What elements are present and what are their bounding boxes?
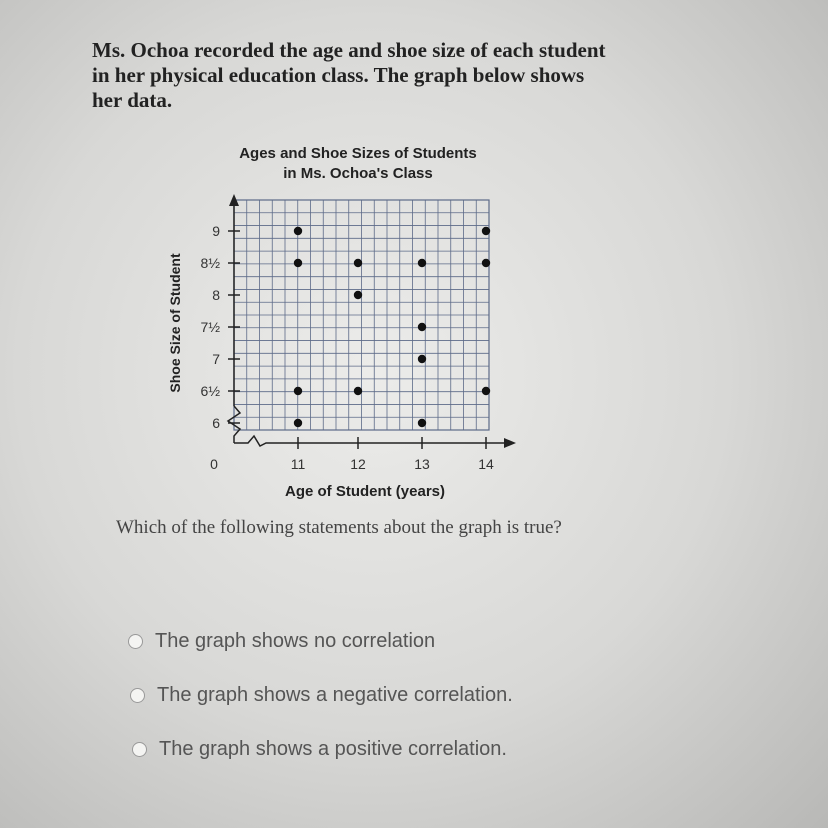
y-tick-label: 7½ bbox=[200, 319, 220, 335]
chart-axes bbox=[228, 194, 516, 448]
data-point bbox=[294, 259, 302, 267]
data-point bbox=[418, 355, 426, 363]
x-tick-label: 13 bbox=[414, 456, 430, 472]
y-tick-label: 6½ bbox=[200, 383, 220, 399]
y-tick-label: 7 bbox=[212, 351, 220, 367]
y-axis-label: Shoe Size of Student bbox=[167, 253, 183, 393]
data-point bbox=[294, 387, 302, 395]
x-axis-arrow bbox=[504, 438, 516, 448]
data-point bbox=[482, 259, 490, 267]
data-point bbox=[354, 291, 362, 299]
y-tick-label: 8½ bbox=[200, 255, 220, 271]
data-point bbox=[482, 387, 490, 395]
y-tick-label: 9 bbox=[212, 223, 220, 239]
choice-positive-correlation[interactable] bbox=[132, 738, 507, 761]
y-tick-label: 8 bbox=[212, 287, 220, 303]
choice-label: The graph shows a positive correlation. bbox=[159, 738, 507, 760]
x-axis-line bbox=[234, 436, 504, 446]
data-point bbox=[294, 227, 302, 235]
chart-title: Ages and Shoe Sizes of Students bbox=[239, 145, 477, 162]
data-point bbox=[418, 419, 426, 427]
x-axis-label: Age of Student (years) bbox=[284, 483, 446, 500]
choice-no-correlation[interactable] bbox=[128, 630, 435, 653]
radio-button[interactable] bbox=[128, 634, 143, 649]
scatter-chart bbox=[150, 138, 530, 508]
choice-label: The graph shows a negative correlation. bbox=[157, 684, 513, 706]
tick-labels bbox=[201, 223, 494, 472]
x-tick-label: 14 bbox=[478, 456, 494, 472]
chart-grid bbox=[234, 200, 489, 430]
radio-button[interactable] bbox=[130, 688, 145, 703]
choice-label: The graph shows no correlation bbox=[155, 630, 436, 652]
data-point bbox=[418, 323, 426, 331]
radio-button[interactable] bbox=[132, 742, 147, 757]
x-tick-label: 0 bbox=[210, 456, 218, 472]
data-point bbox=[482, 227, 490, 235]
data-point bbox=[294, 419, 302, 427]
y-tick-label: 6 bbox=[212, 415, 220, 431]
data-point bbox=[418, 259, 426, 267]
chart-subtitle: in Ms. Ochoa's Class bbox=[283, 165, 433, 182]
question-text: Which of the following statements about the graph is true? bbox=[116, 517, 562, 538]
question-prompt: Ms. Ochoa recorded the age and shoe size of each student in her physical education class. The graph below shows her data. bbox=[92, 38, 606, 112]
x-tick-label: 11 bbox=[290, 456, 306, 472]
data-point bbox=[354, 259, 362, 267]
x-tick-label: 12 bbox=[350, 456, 366, 472]
data-point bbox=[354, 387, 362, 395]
choice-negative-correlation[interactable] bbox=[130, 684, 513, 707]
